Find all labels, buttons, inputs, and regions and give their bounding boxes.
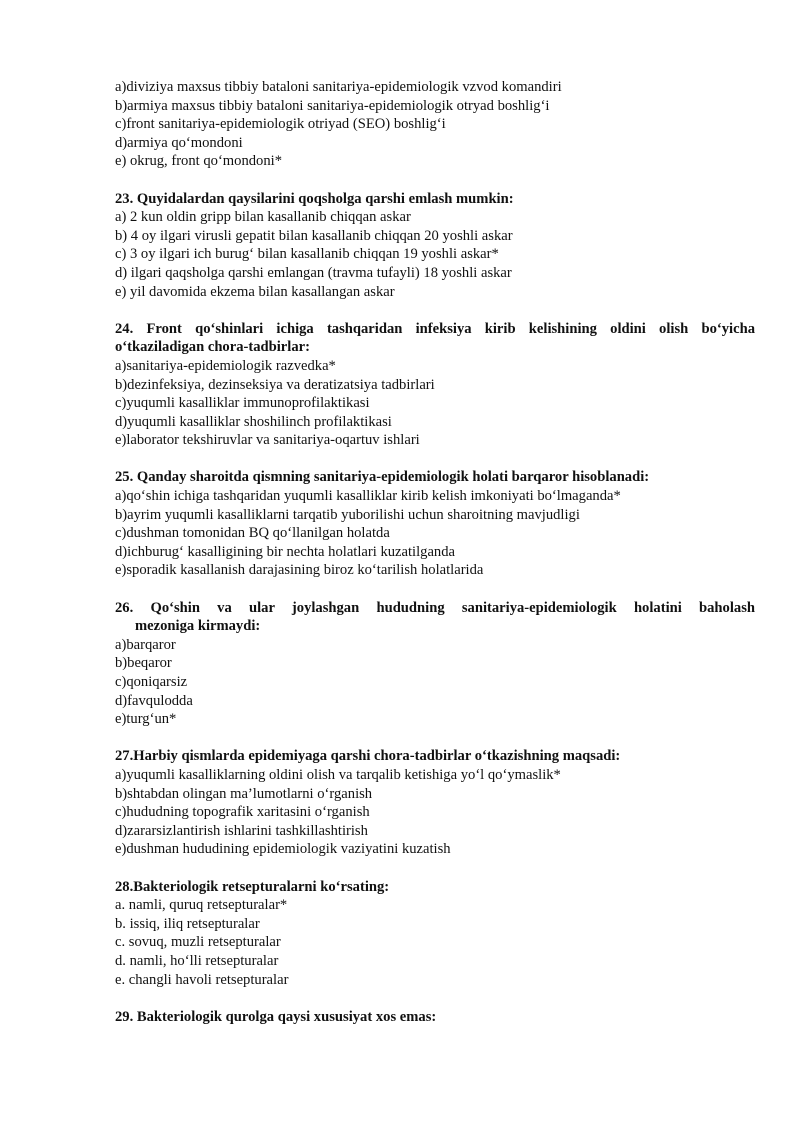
option-d: d)armiya qo‘mondoni: [115, 134, 243, 151]
option-c: c. sovuq, muzli retsepturalar: [115, 934, 281, 951]
question-28-block: [115, 878, 755, 990]
question-26-block: [115, 599, 755, 729]
option-a: a)yuqumli kasalliklarning oldini olish va tarqalib ketishiga yo‘l qo‘ymaslik*: [115, 766, 561, 783]
option-a: a)diviziya maxsus tibbiy bataloni sanitariya-epidemiologik vzvod komandiri: [115, 79, 562, 95]
option-b: b)dezinfeksiya, dezinseksiya va deratizatsiya tadbirlari: [115, 376, 435, 393]
question-23-title: 23. Quyidalardan qaysilarini qoqsholga qarshi emlash mumkin:: [115, 190, 514, 207]
option-c: c)qoniqarsiz: [115, 674, 188, 690]
option-b: b)beqaror: [115, 655, 172, 672]
option-b: b)shtabdan olingan ma’lumotlarni o‘rganish: [115, 785, 373, 802]
option-e: e. changli havoli retsepturalar: [115, 971, 289, 988]
option-a: a)sanitariya-epidemiologik razvedka*: [115, 357, 336, 374]
option-d: d) ilgari qaqsholga qarshi emlangan (travma tufayli) 18 yoshli askar: [115, 264, 512, 281]
question-23-block: [115, 190, 755, 302]
question-25-block: [115, 468, 755, 580]
option-c: c)yuqumli kasalliklar immunoprofilaktikasi: [115, 395, 370, 412]
option-d: d)ichburug‘ kasalligining bir nechta holatlari kuzatilganda: [115, 543, 456, 560]
option-e: e)turg‘un*: [115, 711, 177, 728]
option-b: b)armiya maxsus tibbiy bataloni sanitariya-epidemiologik otryad boshlig‘i: [115, 97, 550, 114]
option-b: b)ayrim yuqumli kasalliklarni tarqatib yuborilishi uchun sharoitning mavjudligi: [115, 506, 580, 523]
option-c: c) 3 oy ilgari ich burug‘ bilan kasallanib chiqqan 19 yoshli askar*: [115, 246, 499, 263]
option-a: a)qo‘shin ichiga tashqaridan yuqumli kasalliklar kirib kelish imkoniyati bo‘lmaganda*: [115, 488, 621, 505]
option-d: d)yuqumli kasalliklar shoshilinch profilaktikasi: [115, 413, 392, 430]
option-e: e) okrug, front qo‘mondoni*: [115, 153, 282, 170]
question-27-block: [115, 747, 755, 859]
question-24-title-line1: 24. Front qo‘shinlari ichiga tashqaridan infeksiya kirib kelishining oldini olish bo‘yicha: [115, 320, 755, 337]
question-28-title: 28.Bakteriologik retsepturalarni ko‘rsating:: [115, 878, 390, 895]
question-26-title-line2: mezoniga kirmaydi:: [135, 618, 261, 635]
option-a: a. namli, quruq retsepturalar*: [115, 897, 288, 914]
question-22-block: [115, 78, 755, 171]
option-c: c)hududning topografik xaritasini o‘rganish: [115, 804, 370, 821]
question-25-title: 25. Qanday sharoitda qismning sanitariya-epidemiologik holati barqaror hisoblanadi:: [115, 469, 650, 486]
option-a: a)barqaror: [115, 636, 176, 653]
option-c: c)front sanitariya-epidemiologik otriyad (SEO) boshlig‘i: [115, 116, 446, 133]
question-29-block: [115, 1008, 755, 1027]
option-d: d. namli, ho‘lli retsepturalar: [115, 952, 279, 969]
question-24-title-line2: o‘tkaziladigan chora-tadbirlar:: [115, 339, 310, 356]
question-26-title-line1: 26. Qo‘shin va ular joylashgan hududning sanitariya-epidemiologik holatini baholash: [115, 599, 755, 616]
question-24-block: [115, 320, 755, 450]
option-a: a) 2 kun oldin gripp bilan kasallanib chiqqan askar: [115, 209, 411, 226]
option-b: b. issiq, iliq retsepturalar: [115, 915, 260, 932]
question-27-title: 27.Harbiy qismlarda epidemiyaga qarshi chora-tadbirlar o‘tkazishning maqsadi:: [115, 748, 621, 765]
question-29-title: 29. Bakteriologik qurolga qaysi xususiyat xos emas:: [115, 1008, 437, 1025]
option-e: e)laborator tekshiruvlar va sanitariya-oqartuv ishlari: [115, 432, 420, 449]
option-e: e) yil davomida ekzema bilan kasallangan askar: [115, 283, 395, 300]
option-e: e)dushman hududining epidemiologik vaziyatini kuzatish: [115, 841, 451, 858]
option-c: c)dushman tomonidan BQ qo‘llanilgan holatda: [115, 525, 390, 542]
option-e: e)sporadik kasallanish darajasining biroz ko‘tarilish holatlarida: [115, 562, 484, 579]
option-d: d)zararsizlantirish ishlarini tashkillashtirish: [115, 822, 368, 839]
option-d: d)favqulodda: [115, 692, 193, 709]
option-b: b) 4 oy ilgari virusli gepatit bilan kasallanib chiqqan 20 yoshli askar: [115, 227, 513, 244]
